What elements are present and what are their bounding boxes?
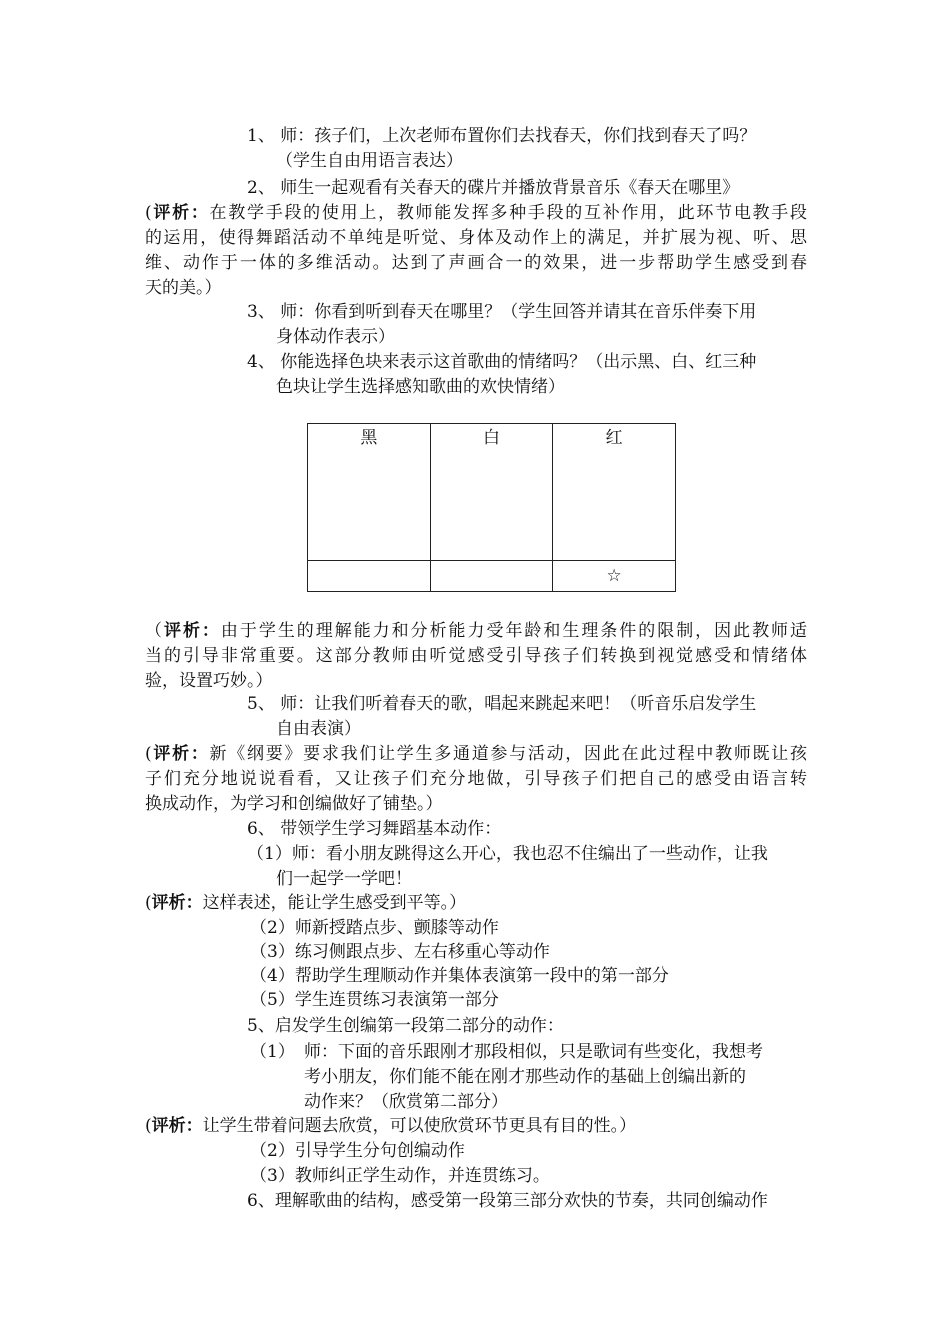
step-5b: 5、启发学生创编第一段第二部分的动作： [247,1016,564,1036]
comment-3-line-1: (评析：新《纲要》要求我们让学生多通道参与活动，因此在此过程中教师既让孩 [145,744,808,764]
step-3: 3、 师：你看到听到春天在哪里？（学生回答并请其在音乐伴奏下用 [247,302,757,322]
step-6-5: （5）学生连贯练习表演第一部分 [250,990,499,1010]
header-red: 红 [553,424,676,561]
comment-2-line-3: 验，设置巧妙。） [145,671,273,691]
cell-white [430,561,553,592]
comment-label: 评析： [151,203,210,223]
step-2: 2、 师生一起观看有关春天的碟片并播放背景音乐《春天在哪里》 [247,178,740,198]
header-black: 黑 [308,424,431,561]
header-white: 白 [430,424,553,561]
comment-5: (评析：让学生带着问题去欣赏，可以使欣赏环节更具有目的性。） [145,1116,637,1136]
step-6-4: （4）帮助学生理顺动作并集体表演第一段中的第一部分 [250,966,669,986]
step-4: 4、 你能选择色块来表示这首歌曲的情绪吗？（出示黑、白、红三种 [247,352,757,372]
step-6: 6、 带领学生学习舞蹈基本动作： [247,819,502,839]
step-5b-1-cont-2: 动作来？（欣赏第二部分） [304,1092,508,1112]
comment-2-line-2: 当的引导非常重要。这部分教师由听觉感受引导孩子们转换到视觉感受和情绪体 [145,646,807,666]
step-6-2: （2）师新授踏点步、颤膝等动作 [250,918,499,938]
step-6b: 6、理解歌曲的结构，感受第一段第三部分欢快的节奏，共同创编动作 [247,1191,768,1211]
step-6-1-cont: 们一起学一学吧！ [276,869,412,889]
step-6-1: （1）师：看小朋友跳得这么开心，我也忍不住编出了一些动作，让我 [247,844,768,864]
table-row [308,424,676,561]
step-6-3: （3）练习侧跟点步、左右移重心等动作 [250,942,550,962]
comment-2-line-1: （评析：由于学生的理解能力和分析能力受年龄和生理条件的限制，因此教师适 [145,621,808,641]
comment-1-line-4: 天的美。） [145,278,222,298]
step-5b-3: （3）教师纠正学生动作，并连贯练习。 [250,1166,550,1186]
comment-4: (评析：这样表述，能让学生感受到平等。） [145,893,467,913]
star-icon: ☆ [553,561,676,592]
step-5b-1: 师：下面的音乐跟刚才那段相似，只是歌词有些变化，我想考 [304,1042,763,1062]
comment-3-line-2: 子们充分地说说看看，又让孩子们充分地做，引导孩子们把自己的感受由语言转 [145,769,807,789]
step-5b-1-cont: 考小朋友，你们能不能在刚才那些动作的基础上创编出新的 [304,1067,746,1087]
step-5b-1-number: （1） [250,1042,295,1062]
step-5b-2: （2）引导学生分句创编动作 [250,1141,465,1161]
step-1-note: （学生自由用语言表达） [276,151,463,171]
comment-label: 评析： [151,893,203,913]
comment-1-line-3: 维、动作于一体的多维活动。达到了声画合一的效果，进一步帮助学生感受到春 [145,253,807,273]
step-5: 5、 师：让我们听着春天的歌，唱起来跳起来吧！（听音乐启发学生 [247,694,757,714]
color-block-table [307,423,676,592]
comment-label: 评析： [163,621,221,641]
step-3-cont: 身体动作表示） [276,327,395,347]
comment-3-line-3: 换成动作，为学习和创编做好了铺垫。） [145,794,443,814]
step-1: 1、 师：孩子们，上次老师布置你们去找春天，你们找到春天了吗？ [247,126,757,146]
comment-1-line-1: (评析：在教学手段的使用上，教师能发挥多种手段的互补作用，此环节电教手段 [145,203,808,223]
comment-label: 评析： [151,744,210,764]
comment-1-line-2: 的运用，使得舞蹈活动不单纯是听觉、身体及动作上的满足，并扩展为视、听、思 [145,228,807,248]
cell-black [308,561,431,592]
step-4-cont: 色块让学生选择感知歌曲的欢快情绪） [276,377,565,397]
step-5-cont: 自由表演） [276,719,361,739]
table-row [308,561,676,592]
comment-label: 评析： [151,1116,203,1136]
